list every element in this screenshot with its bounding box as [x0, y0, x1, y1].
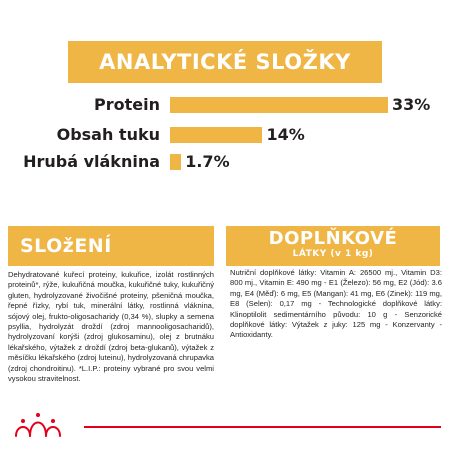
- crown-arc-1: [16, 427, 30, 436]
- analytic-row: [0, 122, 450, 148]
- analytic-value: 14%: [266, 125, 305, 144]
- analytic-label: Protein: [94, 95, 160, 114]
- crown-dot-2: [36, 413, 40, 417]
- analytic-label: Hrubá vláknina: [23, 152, 160, 171]
- analytic-components-title: ANALYTICKÉ SLOŽKY: [68, 41, 382, 83]
- brand-divider-line: [84, 426, 441, 428]
- analytic-value: 33%: [392, 95, 431, 114]
- crown-arc-3: [46, 427, 60, 436]
- additives-subtitle: LÁTKY (v 1 kg): [292, 249, 374, 259]
- additives-text: Nutriční doplňkové látky: Vitamin A: 26500 mj., Vitamin D3: 800 mj., Vitamin E: 490 mg - E1 (Železo): 56 mg, E2 (Jód): 3.6 mg, E4 (Měď): 6 mg, E5 (Mangan): 41 mg, E6 (Zinek): 119 mg, E8 (Selen): 0,17 mg - Technologické doplňkové látky: Klinoptilolit sedimentárního původu: 10 g - Senzorické doplňkové látky: Výtažek z juky: 125 mg - Konzervanty - Antioxidanty.: [230, 268, 442, 340]
- analytic-bar: [170, 154, 181, 170]
- crown-dot-1: [21, 419, 25, 423]
- analytic-value: 1.7%: [185, 152, 230, 171]
- additives-title: DOPLŇKOVÉ: [268, 228, 398, 249]
- royal-canin-crown-logo: [8, 410, 80, 444]
- additives-title-box: [226, 226, 440, 266]
- composition-text: Dehydratované kuřecí proteiny, kukuřice, izolát rostlinných proteinů*, rýže, kukuřičná moučka, kukuřičné tuky, kukuřičný gluten, hydrolyzované živočišné proteiny, pšeničná moučka, řepné řízky, rybí tuk, minerální látky, rostlinná vláknina, sójový olej, frukto-oligosacharidy (0,34 %), slupky a semena psyllia, hydrolyzát droždí (zdroj mannooligosacharidů), hydrolyzovaní korýši (zdroj glukosaminu), olej z brutnáku lékařského, výtažek z droždí (zdroj beta-glukanů), výtažek z měsíčku lékařského (zdroj luteinu), hydrolyzovaná chrupavka (zdroj chondroitinu). *L.I.P.: proteiny vybrané pro svou velmi vysokou stravitelnost.: [8, 270, 214, 384]
- crown-dot-3: [51, 419, 55, 423]
- crown-arc-2: [30, 423, 46, 437]
- composition-title: SLOžENÍ: [8, 226, 214, 266]
- analytic-row: [0, 149, 450, 175]
- analytic-bar: [170, 97, 388, 113]
- analytic-label: Obsah tuku: [56, 125, 160, 144]
- analytic-bar: [170, 127, 262, 143]
- analytic-row: [0, 92, 450, 118]
